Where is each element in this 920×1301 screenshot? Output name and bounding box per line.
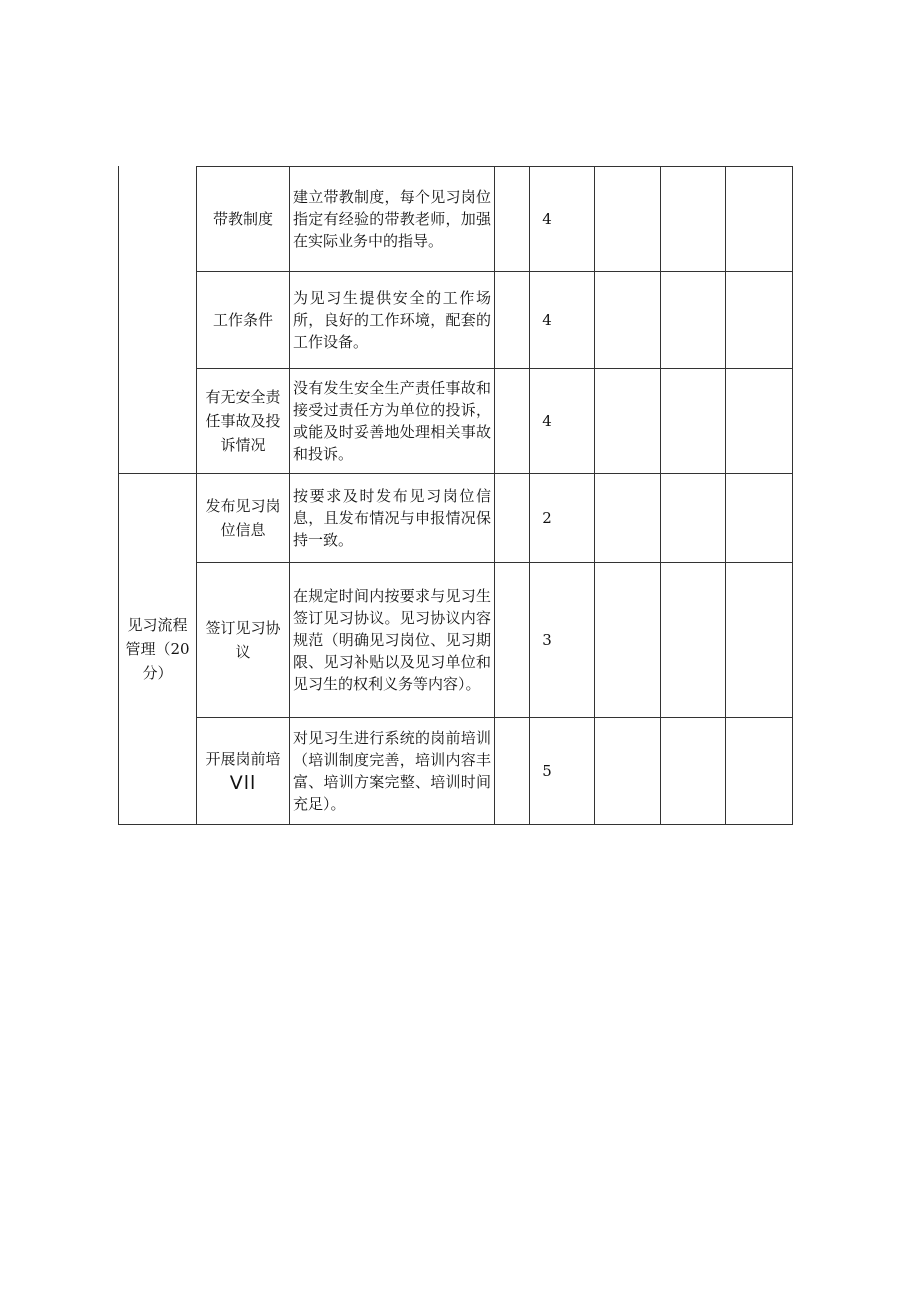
- score-cell: [530, 272, 564, 368]
- item-cell: [197, 718, 289, 824]
- item-cell: [197, 167, 289, 271]
- score-cell: [530, 563, 564, 717]
- score-cell: [530, 167, 564, 271]
- item-label-extra: Vll: [229, 772, 257, 794]
- category-cell: [119, 474, 196, 824]
- item-cell: [197, 563, 289, 717]
- category-cell: [119, 166, 196, 473]
- score-value: 3: [542, 631, 552, 649]
- item-label: 有无安全责任事故及投诉情况: [205, 388, 281, 454]
- evaluation-table: [118, 166, 793, 825]
- category-label: 见习流程管理（20分）: [125, 616, 190, 682]
- criteria-text: 按要求及时发布见习岗位信息，且发布情况与申报情况保持一致。: [293, 487, 491, 549]
- criteria-cell: [290, 718, 494, 824]
- item-cell: [197, 369, 289, 473]
- score-cell: [530, 718, 564, 824]
- table-border-bottom: [118, 824, 793, 825]
- criteria-cell: [290, 474, 494, 562]
- score-value: 4: [542, 311, 552, 329]
- score-cell: [530, 369, 564, 473]
- table-border-right: [792, 166, 793, 825]
- item-label: 签订见习协议: [205, 619, 281, 661]
- criteria-cell: [290, 167, 494, 271]
- item-label: 工作条件: [212, 311, 273, 329]
- score-value: 5: [542, 762, 552, 780]
- col-divider: [594, 166, 595, 825]
- criteria-cell: [290, 272, 494, 368]
- item-label: 开展岗前培: [205, 750, 281, 768]
- score-cell: [530, 474, 564, 562]
- item-cell: [197, 474, 289, 562]
- criteria-text: 没有发生安全生产责任事故和接受过责任方为单位的投诉，或能及时妥善地处理相关事故和投诉。: [293, 379, 491, 463]
- criteria-cell: [290, 563, 494, 717]
- score-value: 4: [542, 412, 552, 430]
- col-divider: [494, 166, 495, 825]
- item-label: 带教制度: [212, 210, 273, 228]
- criteria-text: 在规定时间内按要求与见习生签订见习协议。见习协议内容规范（明确见习岗位、见习期限、见习补贴以及见习单位和见习生的权利义务等内容）。: [293, 587, 491, 693]
- criteria-cell: [290, 369, 494, 473]
- criteria-text: 为见习生提供安全的工作场所，良好的工作环境，配套的工作设备。: [293, 289, 491, 351]
- col-divider: [660, 166, 661, 825]
- item-label: 发布见习岗位信息: [205, 497, 281, 539]
- score-value: 4: [542, 210, 552, 228]
- item-cell: [197, 272, 289, 368]
- score-value: 2: [542, 509, 552, 527]
- criteria-text: 对见习生进行系统的岗前培训（培训制度完善，培训内容丰富、培训方案完整、培训时间充足）。: [293, 729, 491, 813]
- col-divider: [725, 166, 726, 825]
- criteria-text: 建立带教制度，每个见习岗位指定有经验的带教老师，加强在实际业务中的指导。: [293, 188, 491, 250]
